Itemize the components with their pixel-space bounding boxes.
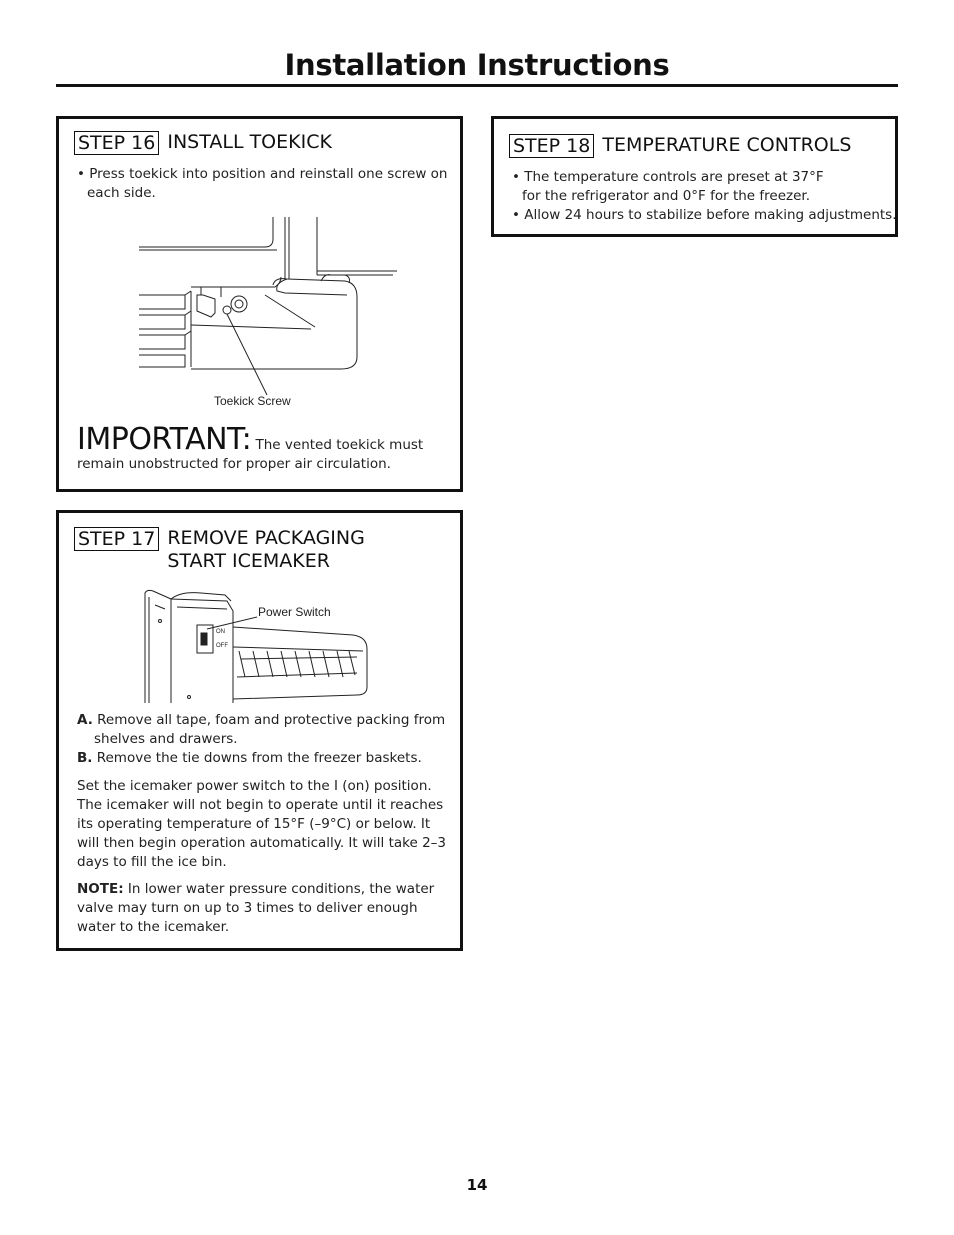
item-b-label: B. — [77, 750, 93, 766]
list-item-b — [77, 749, 447, 768]
switch-off-label: OFF — [216, 643, 228, 649]
step-16-instruction: • Press toekick into position and reinstall one screw on each side. — [77, 166, 448, 201]
step-17-heading — [167, 527, 365, 573]
step-18-header — [509, 134, 851, 158]
switch-on-label: ON — [216, 629, 225, 635]
note-paragraph — [77, 880, 447, 937]
toekick-screw-label: Toekick Screw — [214, 394, 291, 408]
step-17-tag: STEP 17 — [74, 527, 159, 551]
step-18-heading: TEMPERATURE CONTROLS — [602, 134, 852, 156]
step-18-bullet-1-line-1: • The temperature controls are preset at 37°F — [512, 169, 824, 185]
note-text: In lower water pressure conditions, the water valve may turn on up to 3 times to deliver enough water to the icemaker. — [77, 881, 435, 935]
step-17-header — [74, 527, 365, 573]
step-16-tag: STEP 16 — [74, 131, 159, 155]
icemaker-illustration — [141, 587, 373, 703]
title-divider — [56, 84, 898, 87]
item-a-label: A. — [77, 712, 93, 728]
step-17-heading-line1: REMOVE PACKAGING — [167, 527, 365, 549]
important-label: IMPORTANT: — [77, 422, 252, 457]
list-item-a — [77, 711, 447, 749]
page-title: Installation Instructions — [284, 48, 670, 82]
step-17-list — [77, 711, 447, 768]
step-16-box — [56, 116, 463, 492]
step-18-bullet-2: • Allow 24 hours to stabilize before making adjustments. — [512, 207, 897, 223]
page-number: 14 — [466, 1176, 488, 1194]
step-18-tag: STEP 18 — [509, 134, 594, 158]
icemaker-paragraph: Set the icemaker power switch to the I (on) position. The icemaker will not begin to operate until it reaches its operating temperature of 15°F (–9°C) or below. It will then begin operation automatically. It will take 2–3 days to fill the ice bin. — [77, 778, 447, 870]
item-a-text: Remove all tape, foam and protective packing from shelves and drawers. — [94, 712, 446, 747]
important-text: The vented toekick must remain unobstructed for proper air circulation. — [77, 437, 424, 472]
note-label: NOTE: — [77, 881, 124, 897]
power-switch-label: Power Switch — [258, 605, 331, 619]
toekick-illustration — [135, 217, 397, 413]
step-18-box — [491, 116, 898, 237]
step-16-heading: INSTALL TOEKICK — [167, 131, 332, 153]
step-17-heading-line2: START ICEMAKER — [167, 550, 330, 572]
step-18-instructions — [512, 168, 897, 225]
item-b-text: Remove the tie downs from the freezer baskets. — [96, 750, 422, 766]
step-16-header — [74, 131, 332, 155]
important-notice — [77, 422, 447, 474]
step-17-box — [56, 510, 463, 951]
step-18-bullet-1-line-2: for the refrigerator and 0°F for the freezer. — [522, 188, 811, 204]
